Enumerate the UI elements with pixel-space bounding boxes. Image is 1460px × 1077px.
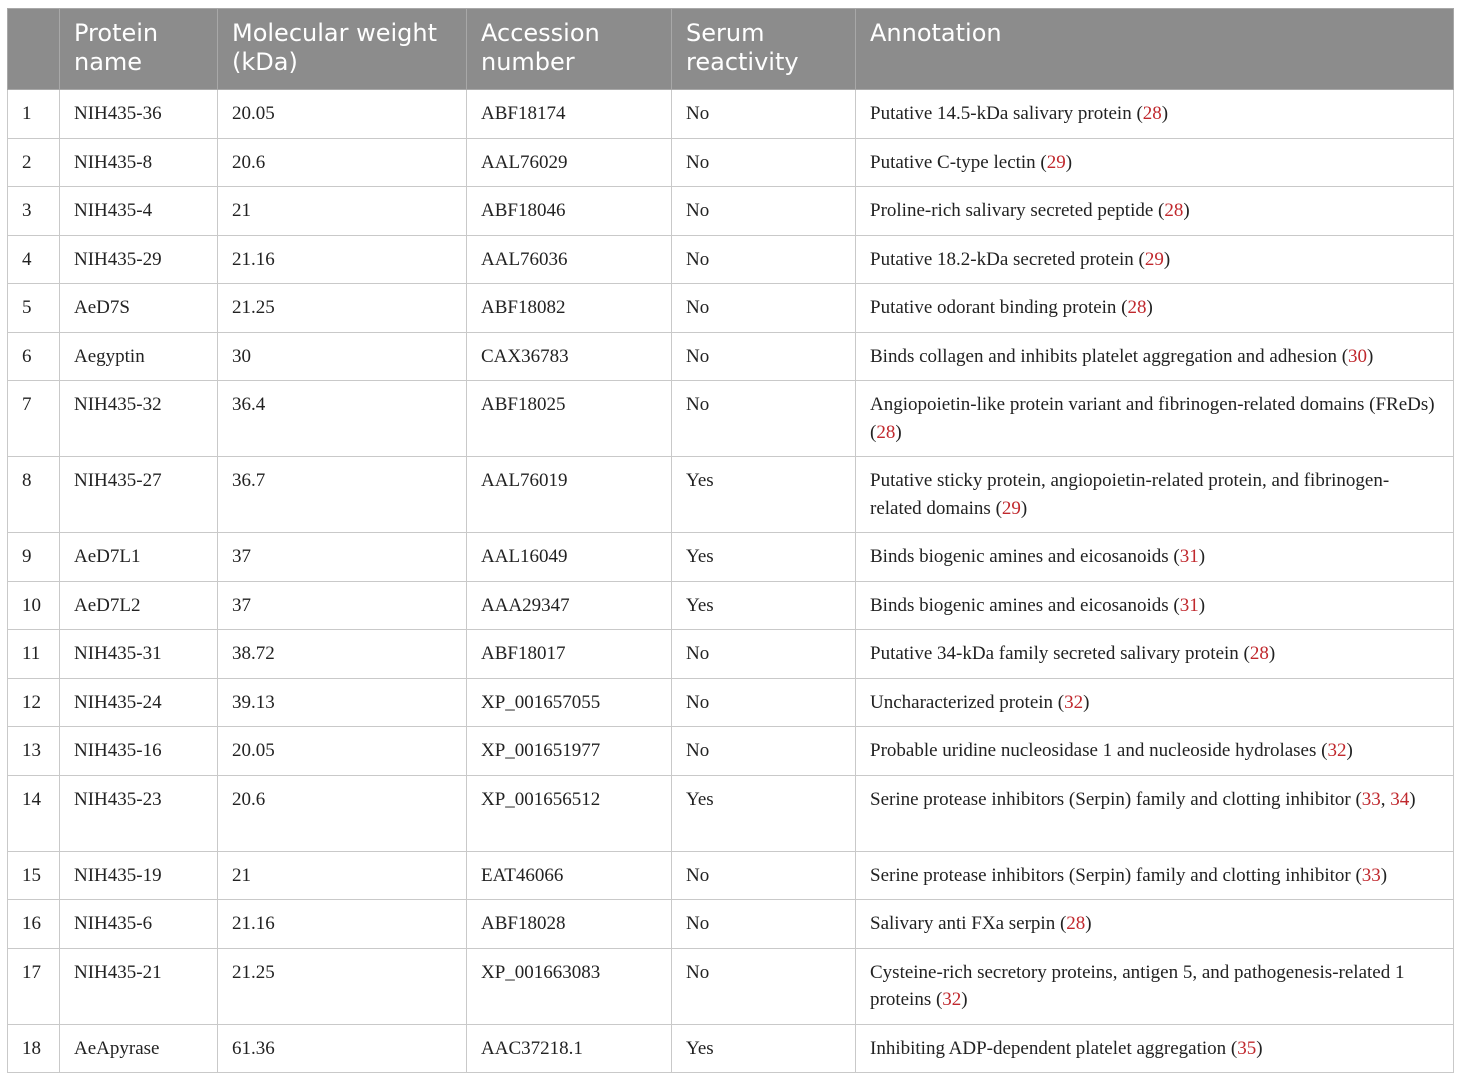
protein-name-cell: NIH435-32 bbox=[60, 381, 218, 457]
reference-link[interactable]: 28 bbox=[1249, 643, 1269, 664]
accession-number-cell: AAL76036 bbox=[467, 235, 672, 284]
table-row bbox=[8, 381, 1454, 457]
serum-reactivity-cell: Yes bbox=[672, 533, 856, 582]
molecular-weight-cell: 21.25 bbox=[218, 284, 467, 333]
molecular-weight-cell: 21.16 bbox=[218, 235, 467, 284]
serum-reactivity-cell: No bbox=[672, 284, 856, 333]
accession-number-cell: ABF18025 bbox=[467, 381, 672, 457]
annotation-close: ) bbox=[961, 989, 968, 1010]
annotation-cell bbox=[856, 381, 1454, 457]
serum-reactivity-cell: Yes bbox=[672, 1024, 856, 1073]
row-number-cell: 12 bbox=[8, 678, 60, 727]
reference-link[interactable]: 29 bbox=[1001, 497, 1021, 519]
serum-reactivity-cell: Yes bbox=[672, 581, 856, 630]
protein-name-cell: NIH435-8 bbox=[60, 138, 218, 187]
annotation-cell bbox=[856, 900, 1454, 949]
annotation-cell bbox=[856, 630, 1454, 679]
accession-number-cell: ABF18082 bbox=[467, 284, 672, 333]
annotation-text: Serine protease inhibitors (Serpin) family and clotting inhibitor ( bbox=[870, 864, 1362, 886]
annotation-text: Uncharacterized protein ( bbox=[870, 691, 1065, 713]
annotation-text: Putative 14.5-kDa salivary protein ( bbox=[870, 103, 1143, 124]
serum-reactivity-cell: No bbox=[672, 948, 856, 1024]
table-row bbox=[8, 900, 1454, 949]
annotation-close: ) bbox=[1163, 248, 1171, 270]
row-number-cell: 14 bbox=[8, 775, 60, 851]
annotation-close: ) bbox=[1198, 546, 1206, 567]
annotation-cell bbox=[856, 90, 1454, 139]
header-annotation: Annotation bbox=[856, 9, 1454, 90]
header-serum-reactivity: Serum reactivity bbox=[672, 9, 856, 90]
molecular-weight-cell: 37 bbox=[218, 533, 467, 582]
table-row bbox=[8, 1024, 1454, 1073]
annotation-text: Binds biogenic amines and eicosanoids ( bbox=[870, 594, 1180, 616]
annotation-cell bbox=[856, 284, 1454, 333]
protein-name-cell: NIH435-31 bbox=[60, 630, 218, 679]
annotation-close: ) bbox=[1065, 151, 1073, 173]
molecular-weight-cell: 21.16 bbox=[218, 900, 467, 949]
protein-name-cell: Aegyptin bbox=[60, 332, 218, 381]
annotation-cell bbox=[856, 457, 1454, 533]
table-row bbox=[8, 284, 1454, 333]
serum-reactivity-cell: Yes bbox=[672, 775, 856, 851]
reference-link[interactable]: 28 bbox=[1164, 200, 1184, 221]
reference-link[interactable]: 31 bbox=[1179, 546, 1199, 567]
serum-reactivity-cell: No bbox=[672, 332, 856, 381]
reference-link[interactable]: 34 bbox=[1390, 788, 1410, 810]
table-row bbox=[8, 678, 1454, 727]
accession-number-cell: ABF18028 bbox=[467, 900, 672, 949]
protein-name-cell: NIH435-27 bbox=[60, 457, 218, 533]
molecular-weight-cell: 37 bbox=[218, 581, 467, 630]
table-row bbox=[8, 533, 1454, 582]
table-row bbox=[8, 138, 1454, 187]
annotation-text: Proline-rich salivary secreted peptide ( bbox=[870, 200, 1165, 221]
serum-reactivity-cell: No bbox=[672, 630, 856, 679]
annotation-text: Putative sticky protein, angiopoietin-related protein, and fibrinogen-related domains ( bbox=[870, 470, 1390, 519]
molecular-weight-cell: 21.25 bbox=[218, 948, 467, 1024]
accession-number-cell: XP_001656512 bbox=[467, 775, 672, 851]
annotation-cell bbox=[856, 332, 1454, 381]
row-number-cell: 4 bbox=[8, 235, 60, 284]
serum-reactivity-cell: Yes bbox=[672, 457, 856, 533]
row-number-cell: 10 bbox=[8, 581, 60, 630]
molecular-weight-cell: 20.05 bbox=[218, 90, 467, 139]
serum-reactivity-cell: No bbox=[672, 851, 856, 900]
annotation-close: ) bbox=[1256, 1037, 1263, 1059]
annotation-text: Cysteine-rich secretory proteins, antigen 5, and pathogenesis-related 1 proteins ( bbox=[870, 961, 1405, 1010]
reference-link[interactable]: 32 bbox=[1064, 691, 1084, 713]
accession-number-cell: AAA29347 bbox=[467, 581, 672, 630]
annotation-text: Putative C-type lectin ( bbox=[870, 151, 1047, 173]
reference-link[interactable]: 28 bbox=[1142, 103, 1162, 124]
accession-number-cell: XP_001657055 bbox=[467, 678, 672, 727]
annotation-cell bbox=[856, 851, 1454, 900]
table-row bbox=[8, 851, 1454, 900]
row-number-cell: 2 bbox=[8, 138, 60, 187]
annotation-cell bbox=[856, 1024, 1454, 1073]
annotation-close: ) bbox=[1085, 913, 1092, 934]
row-number-cell: 18 bbox=[8, 1024, 60, 1073]
header-protein-name: Protein name bbox=[60, 9, 218, 90]
row-number-cell: 16 bbox=[8, 900, 60, 949]
accession-number-cell: ABF18046 bbox=[467, 187, 672, 236]
annotation-close: ) bbox=[1146, 297, 1153, 318]
row-number-cell: 8 bbox=[8, 457, 60, 533]
reference-link[interactable]: 32 bbox=[1327, 740, 1347, 761]
serum-reactivity-cell: No bbox=[672, 727, 856, 776]
accession-number-cell: XP_001663083 bbox=[467, 948, 672, 1024]
serum-reactivity-cell: No bbox=[672, 235, 856, 284]
protein-name-cell: NIH435-29 bbox=[60, 235, 218, 284]
reference-link[interactable]: 32 bbox=[942, 989, 962, 1010]
accession-number-cell: AAL16049 bbox=[467, 533, 672, 582]
header-accession-number: Accession number bbox=[467, 9, 672, 90]
molecular-weight-cell: 30 bbox=[218, 332, 467, 381]
annotation-text: Putative 34-kDa family secreted salivary protein ( bbox=[870, 643, 1250, 664]
annotation-close: ) bbox=[895, 421, 902, 443]
accession-number-cell: XP_001651977 bbox=[467, 727, 672, 776]
protein-name-cell: NIH435-6 bbox=[60, 900, 218, 949]
table-header-row bbox=[8, 9, 1454, 90]
header-index bbox=[8, 9, 60, 90]
molecular-weight-cell: 20.6 bbox=[218, 775, 467, 851]
reference-link[interactable]: 31 bbox=[1179, 594, 1199, 616]
annotation-close: ) bbox=[1268, 643, 1276, 664]
annotation-text: Putative 18.2-kDa secreted protein ( bbox=[870, 248, 1145, 270]
accession-number-cell: ABF18174 bbox=[467, 90, 672, 139]
molecular-weight-cell: 20.6 bbox=[218, 138, 467, 187]
protein-name-cell: AeApyrase bbox=[60, 1024, 218, 1073]
annotation-close: ) bbox=[1183, 200, 1190, 221]
row-number-cell: 6 bbox=[8, 332, 60, 381]
protein-name-cell: AeD7S bbox=[60, 284, 218, 333]
reference-link[interactable]: 33 bbox=[1361, 788, 1381, 810]
annotation-cell: Serine protease inhibitors (Serpin) family and clotting inhibitor (33, 34) bbox=[856, 775, 1454, 851]
protein-name-cell: AeD7L1 bbox=[60, 533, 218, 582]
accession-number-cell: AAL76029 bbox=[467, 138, 672, 187]
annotation-close: ) bbox=[1367, 345, 1374, 367]
annotation-text: Binds collagen and inhibits platelet aggregation and adhesion ( bbox=[870, 345, 1349, 367]
table-body bbox=[8, 90, 1454, 1073]
serum-reactivity-cell: No bbox=[672, 678, 856, 727]
protein-name-cell: NIH435-4 bbox=[60, 187, 218, 236]
table-row bbox=[8, 332, 1454, 381]
table-row bbox=[8, 581, 1454, 630]
row-number-cell: 11 bbox=[8, 630, 60, 679]
accession-number-cell: AAC37218.1 bbox=[467, 1024, 672, 1073]
protein-name-cell: NIH435-23 bbox=[60, 775, 218, 851]
annotation-cell bbox=[856, 235, 1454, 284]
table-row bbox=[8, 948, 1454, 1024]
row-number-cell: 1 bbox=[8, 90, 60, 139]
serum-reactivity-cell: No bbox=[672, 90, 856, 139]
reference-link[interactable]: 28 bbox=[1127, 297, 1147, 318]
header-molecular-weight: Molecular weight (kDa) bbox=[218, 9, 467, 90]
serum-reactivity-cell: No bbox=[672, 900, 856, 949]
accession-number-cell: CAX36783 bbox=[467, 332, 672, 381]
reference-link[interactable]: 29 bbox=[1144, 248, 1164, 270]
protein-name-cell: NIH435-21 bbox=[60, 948, 218, 1024]
annotation-text: Probable uridine nucleosidase 1 and nucleoside hydrolases ( bbox=[870, 740, 1328, 761]
annotation-text: Binds biogenic amines and eicosanoids ( bbox=[870, 546, 1180, 567]
molecular-weight-cell: 36.4 bbox=[218, 381, 467, 457]
annotation-text: Serine protease inhibitors (Serpin) family and clotting inhibitor ( bbox=[870, 788, 1362, 810]
table-row bbox=[8, 727, 1454, 776]
serum-reactivity-cell: No bbox=[672, 138, 856, 187]
reference-link[interactable]: 30 bbox=[1348, 345, 1368, 367]
reference-link[interactable]: 35 bbox=[1237, 1037, 1257, 1059]
molecular-weight-cell: 38.72 bbox=[218, 630, 467, 679]
row-number-cell: 3 bbox=[8, 187, 60, 236]
annotation-text: Inhibiting ADP-dependent platelet aggregation ( bbox=[870, 1037, 1238, 1059]
annotation-close: ) bbox=[1346, 740, 1353, 761]
accession-number-cell: AAL76019 bbox=[467, 457, 672, 533]
annotation-close: ) bbox=[1198, 594, 1206, 616]
protein-name-cell: NIH435-36 bbox=[60, 90, 218, 139]
table-row bbox=[8, 90, 1454, 139]
annotation-cell bbox=[856, 533, 1454, 582]
molecular-weight-cell: 20.05 bbox=[218, 727, 467, 776]
annotation-text: Putative odorant binding protein ( bbox=[870, 297, 1128, 318]
reference-link[interactable]: 29 bbox=[1046, 151, 1066, 173]
protein-name-cell: NIH435-24 bbox=[60, 678, 218, 727]
protein-name-cell: NIH435-16 bbox=[60, 727, 218, 776]
annotation-cell bbox=[856, 187, 1454, 236]
molecular-weight-cell: 39.13 bbox=[218, 678, 467, 727]
molecular-weight-cell: 21 bbox=[218, 851, 467, 900]
reference-link[interactable]: 28 bbox=[876, 421, 896, 443]
row-number-cell: 17 bbox=[8, 948, 60, 1024]
annotation-close: ) bbox=[1083, 691, 1090, 713]
table-row bbox=[8, 630, 1454, 679]
accession-number-cell: ABF18017 bbox=[467, 630, 672, 679]
table-row bbox=[8, 775, 1454, 851]
reference-link[interactable]: 33 bbox=[1361, 864, 1381, 886]
row-number-cell: 5 bbox=[8, 284, 60, 333]
serum-reactivity-cell: No bbox=[672, 187, 856, 236]
annotation-cell bbox=[856, 727, 1454, 776]
annotation-close: ) bbox=[1020, 497, 1028, 519]
row-number-cell: 9 bbox=[8, 533, 60, 582]
molecular-weight-cell: 21 bbox=[218, 187, 467, 236]
accession-number-cell: EAT46066 bbox=[467, 851, 672, 900]
annotation-cell bbox=[856, 581, 1454, 630]
protein-name-cell: AeD7L2 bbox=[60, 581, 218, 630]
row-number-cell: 13 bbox=[8, 727, 60, 776]
reference-link[interactable]: 28 bbox=[1066, 913, 1086, 934]
annotation-close: ) bbox=[1409, 788, 1416, 810]
molecular-weight-cell: 36.7 bbox=[218, 457, 467, 533]
table-row bbox=[8, 457, 1454, 533]
row-number-cell: 15 bbox=[8, 851, 60, 900]
table-row bbox=[8, 235, 1454, 284]
serum-reactivity-cell: No bbox=[672, 381, 856, 457]
annotation-text: Salivary anti FXa serpin ( bbox=[870, 913, 1067, 934]
annotation-close: ) bbox=[1161, 103, 1169, 124]
annotation-cell bbox=[856, 948, 1454, 1024]
table-row bbox=[8, 187, 1454, 236]
molecular-weight-cell: 61.36 bbox=[218, 1024, 467, 1073]
annotation-cell bbox=[856, 678, 1454, 727]
row-number-cell: 7 bbox=[8, 381, 60, 457]
annotation-text: Angiopoietin-like protein variant and fibrinogen-related domains (FReDs) ( bbox=[870, 394, 1435, 443]
protein-table bbox=[7, 8, 1454, 1073]
protein-name-cell: NIH435-19 bbox=[60, 851, 218, 900]
annotation-cell bbox=[856, 138, 1454, 187]
annotation-close: ) bbox=[1380, 864, 1388, 886]
